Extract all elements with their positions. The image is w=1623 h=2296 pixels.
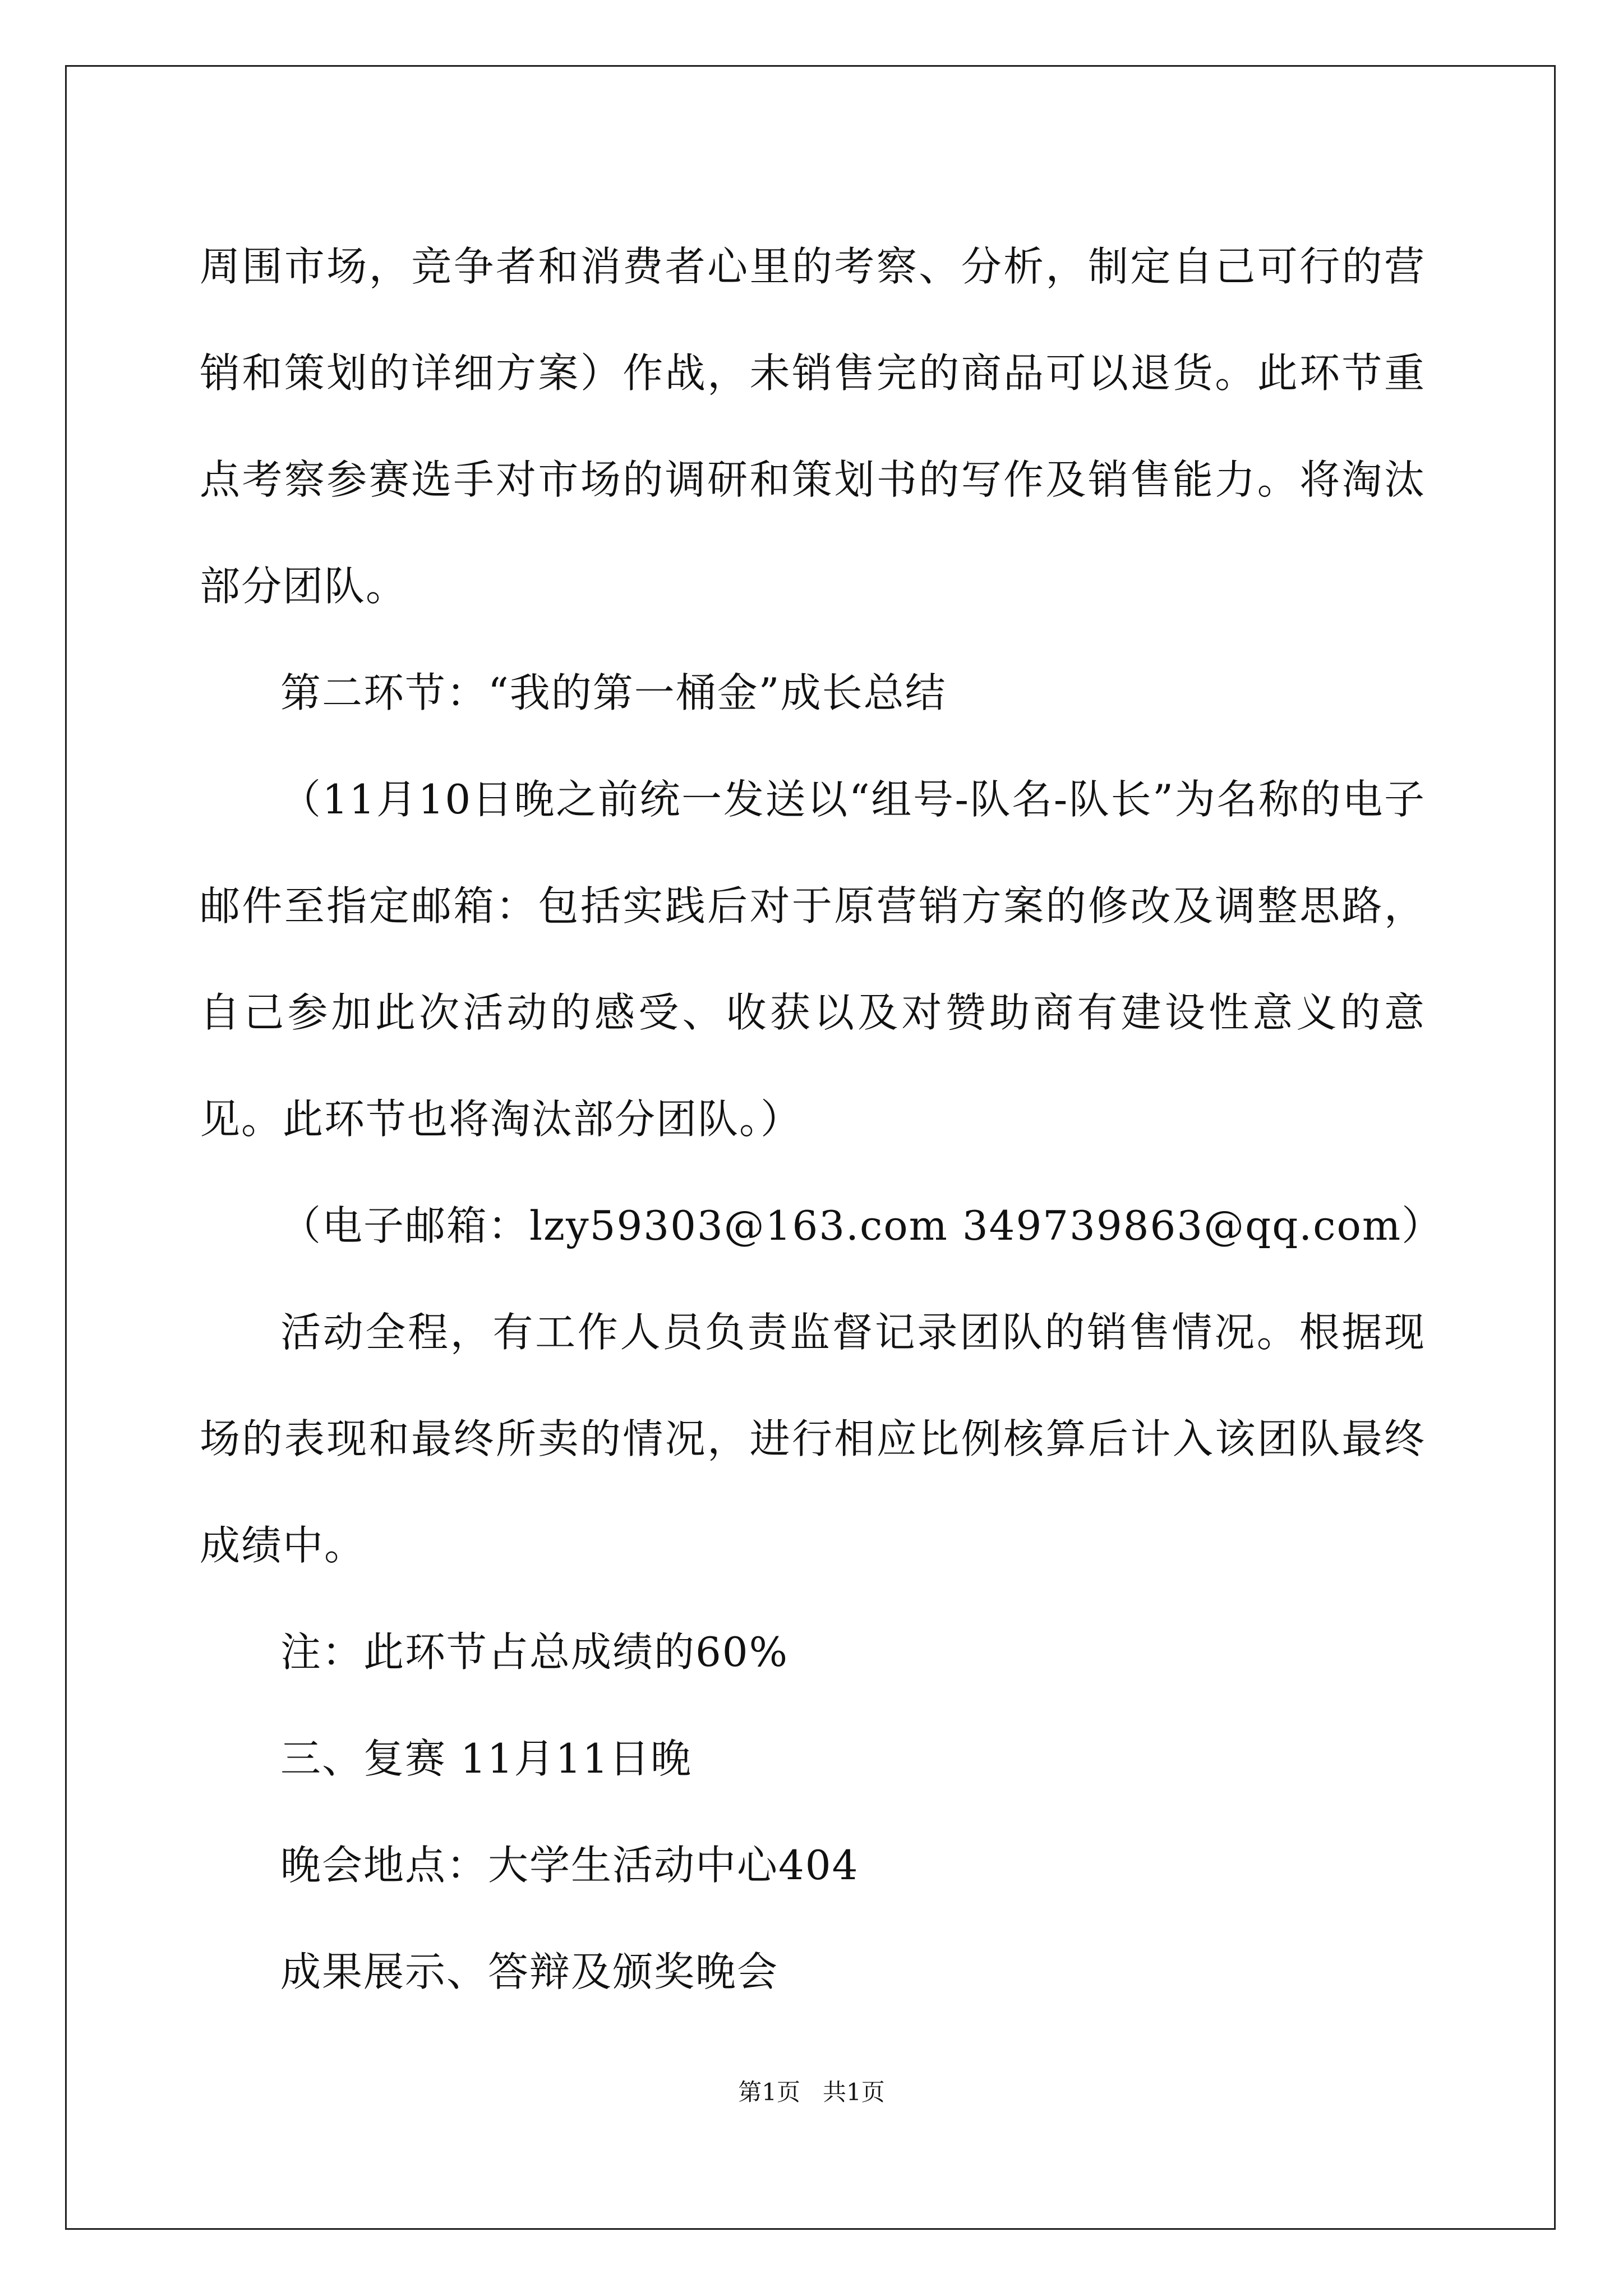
paragraph-final-round: 三、复赛 11月11日晚 (280, 1735, 693, 1782)
paragraph-section-heading-2: 第二环节：“我的第一桶金”成长总结 (280, 669, 947, 716)
page-number-footer: 第1页 共1页 (738, 2078, 885, 2106)
paragraph-supervision: 活动全程，有工作人员负责监督记录团队的销售情况。根据现场的表现和最终所卖的情况，进行相应比例核算后计入该团队最终成绩中。 (200, 1309, 1426, 1569)
paragraph-email-instructions: （11月10日晚之前统一发送以“组号-队名-队长”为名称的电子邮件至指定邮箱：包括实践后对于原营销方案的修改及调整思路，自己参加此次活动的感受、收获以及对赞助商有建设性意义的意见。此环节也将淘汰部分团队。） (200, 776, 1426, 1143)
paragraph-gala: 成果展示、答辩及颁奖晚会 (280, 1948, 779, 1995)
paragraph-venue: 晚会地点：大学生活动中心404 (280, 1842, 859, 1889)
paragraph-score-note: 注：此环节占总成绩的60% (280, 1628, 789, 1676)
document-body (200, 213, 1444, 2025)
paragraph-email-addresses: （电子邮箱：lzy59303@163.com 349739863@qq.com） (280, 1202, 1444, 1249)
paragraph-intro-continuation: 周围市场，竞争者和消费者心里的考察、分析，制定自己可行的营销和策划的详细方案）作战，未销售完的商品可以退货。此环节重点考察参赛选手对市场的调研和策划书的写作及销售能力。将淘汰部分团队。 (200, 243, 1426, 610)
